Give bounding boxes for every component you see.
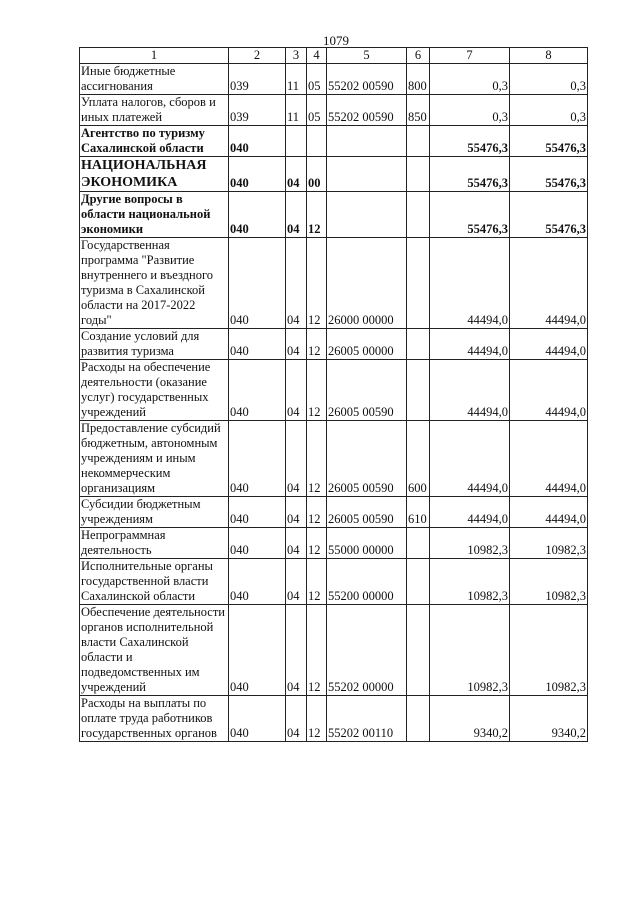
section-code: 11 xyxy=(286,95,307,126)
section-code: 04 xyxy=(286,559,307,605)
subsection-code: 12 xyxy=(307,696,327,742)
section-code: 04 xyxy=(286,329,307,360)
section-code: 11 xyxy=(286,64,307,95)
subsection-code xyxy=(307,126,327,157)
amount-col8: 10982,3 xyxy=(510,559,588,605)
amount-col7: 9340,2 xyxy=(430,696,510,742)
amount-col8: 10982,3 xyxy=(510,528,588,559)
section-code: 04 xyxy=(286,528,307,559)
row-name: Исполнительные органы государственной власти Сахалинской области xyxy=(80,559,229,605)
table-body xyxy=(80,64,588,742)
section-code: 04 xyxy=(286,192,307,238)
amount-col8: 0,3 xyxy=(510,64,588,95)
expense-type-code xyxy=(407,559,430,605)
expense-type-code xyxy=(407,605,430,696)
table-row xyxy=(80,696,588,742)
amount-col7: 10982,3 xyxy=(430,528,510,559)
amount-col8: 9340,2 xyxy=(510,696,588,742)
amount-col8: 55476,3 xyxy=(510,157,588,192)
amount-col7: 44494,0 xyxy=(430,360,510,421)
expense-type-code xyxy=(407,360,430,421)
amount-col7: 10982,3 xyxy=(430,605,510,696)
row-name: Другие вопросы в области национальной экономики xyxy=(80,192,229,238)
ministry-code: 040 xyxy=(229,157,286,192)
section-code: 04 xyxy=(286,497,307,528)
ministry-code: 040 xyxy=(229,559,286,605)
expense-type-code: 600 xyxy=(407,421,430,497)
row-name: Государственная программа "Развитие внутреннего и въездного туризма в Сахалинской области на 2017-2022 годы" xyxy=(80,238,229,329)
table-row xyxy=(80,192,588,238)
subsection-code: 05 xyxy=(307,64,327,95)
table-row xyxy=(80,157,588,192)
ministry-code: 040 xyxy=(229,126,286,157)
page-number: 1079 xyxy=(323,33,349,48)
amount-col7: 55476,3 xyxy=(430,192,510,238)
row-name: Субсидии бюджетным учреждениям xyxy=(80,497,229,528)
target-article-code xyxy=(327,192,407,238)
ministry-code: 040 xyxy=(229,696,286,742)
row-name: Уплата налогов, сборов и иных платежей xyxy=(80,95,229,126)
expense-type-code: 610 xyxy=(407,497,430,528)
amount-col7: 44494,0 xyxy=(430,329,510,360)
target-article-code: 55202 00590 xyxy=(327,64,407,95)
target-article-code xyxy=(327,126,407,157)
row-name: Создание условий для развития туризма xyxy=(80,329,229,360)
table-row xyxy=(80,126,588,157)
table-row xyxy=(80,329,588,360)
ministry-code: 039 xyxy=(229,64,286,95)
row-name: НАЦИОНАЛЬНАЯ ЭКОНОМИКА xyxy=(80,157,229,192)
ministry-code: 040 xyxy=(229,360,286,421)
row-name: Расходы на выплаты по оплате труда работников государственных органов xyxy=(80,696,229,742)
column-header: 1 xyxy=(80,48,229,64)
amount-col8: 44494,0 xyxy=(510,238,588,329)
expense-type-code: 800 xyxy=(407,64,430,95)
target-article-code: 55000 00000 xyxy=(327,528,407,559)
expense-type-code xyxy=(407,329,430,360)
column-header: 6 xyxy=(407,48,430,64)
column-header: 7 xyxy=(430,48,510,64)
column-header: 3 xyxy=(286,48,307,64)
section-code: 04 xyxy=(286,360,307,421)
subsection-code: 12 xyxy=(307,605,327,696)
amount-col8: 10982,3 xyxy=(510,605,588,696)
row-name: Непрограммная деятельность xyxy=(80,528,229,559)
table-row xyxy=(80,528,588,559)
section-code xyxy=(286,126,307,157)
subsection-code: 05 xyxy=(307,95,327,126)
ministry-code: 040 xyxy=(229,238,286,329)
subsection-code: 12 xyxy=(307,497,327,528)
row-name: Иные бюджетные ассигнования xyxy=(80,64,229,95)
amount-col8: 44494,0 xyxy=(510,360,588,421)
subsection-code: 12 xyxy=(307,421,327,497)
budget-table xyxy=(79,47,588,742)
section-code: 04 xyxy=(286,421,307,497)
table-row xyxy=(80,421,588,497)
subsection-code: 00 xyxy=(307,157,327,192)
subsection-code: 12 xyxy=(307,192,327,238)
row-name: Предоставление субсидий бюджетным, автономным учреждениям и иным некоммерческим организациям xyxy=(80,421,229,497)
target-article-code: 26005 00590 xyxy=(327,497,407,528)
amount-col8: 55476,3 xyxy=(510,126,588,157)
target-article-code: 26005 00590 xyxy=(327,421,407,497)
ministry-code: 040 xyxy=(229,528,286,559)
ministry-code: 040 xyxy=(229,192,286,238)
expense-type-code xyxy=(407,696,430,742)
expense-type-code xyxy=(407,157,430,192)
row-name: Агентство по туризму Сахалинской области xyxy=(80,126,229,157)
expense-type-code xyxy=(407,528,430,559)
table-row xyxy=(80,95,588,126)
expense-type-code: 850 xyxy=(407,95,430,126)
amount-col7: 55476,3 xyxy=(430,126,510,157)
amount-col7: 0,3 xyxy=(430,95,510,126)
amount-col7: 44494,0 xyxy=(430,238,510,329)
amount-col7: 10982,3 xyxy=(430,559,510,605)
target-article-code: 55202 00590 xyxy=(327,95,407,126)
expense-type-code xyxy=(407,192,430,238)
ministry-code: 040 xyxy=(229,497,286,528)
section-code: 04 xyxy=(286,696,307,742)
ministry-code: 040 xyxy=(229,421,286,497)
row-name: Расходы на обеспечение деятельности (оказание услуг) государственных учреждений xyxy=(80,360,229,421)
amount-col8: 0,3 xyxy=(510,95,588,126)
subsection-code: 12 xyxy=(307,238,327,329)
section-code: 04 xyxy=(286,605,307,696)
amount-col8: 44494,0 xyxy=(510,329,588,360)
target-article-code: 55202 00110 xyxy=(327,696,407,742)
target-article-code: 55202 00000 xyxy=(327,605,407,696)
table-row xyxy=(80,238,588,329)
amount-col8: 44494,0 xyxy=(510,497,588,528)
ministry-code: 040 xyxy=(229,329,286,360)
column-number-row xyxy=(80,48,588,64)
expense-type-code xyxy=(407,238,430,329)
column-header: 2 xyxy=(229,48,286,64)
subsection-code: 12 xyxy=(307,559,327,605)
amount-col7: 44494,0 xyxy=(430,421,510,497)
subsection-code: 12 xyxy=(307,360,327,421)
target-article-code: 26005 00590 xyxy=(327,360,407,421)
table-row xyxy=(80,360,588,421)
amount-col8: 44494,0 xyxy=(510,421,588,497)
section-code: 04 xyxy=(286,157,307,192)
table-row xyxy=(80,559,588,605)
expense-type-code xyxy=(407,126,430,157)
column-header: 4 xyxy=(307,48,327,64)
subsection-code: 12 xyxy=(307,528,327,559)
amount-col8: 55476,3 xyxy=(510,192,588,238)
target-article-code xyxy=(327,157,407,192)
section-code: 04 xyxy=(286,238,307,329)
ministry-code: 039 xyxy=(229,95,286,126)
row-name: Обеспечение деятельности органов исполнительной власти Сахалинской области и подведомственных им учреждений xyxy=(80,605,229,696)
target-article-code: 55200 00000 xyxy=(327,559,407,605)
amount-col7: 55476,3 xyxy=(430,157,510,192)
table-row xyxy=(80,64,588,95)
table-row xyxy=(80,497,588,528)
ministry-code: 040 xyxy=(229,605,286,696)
target-article-code: 26005 00000 xyxy=(327,329,407,360)
subsection-code: 12 xyxy=(307,329,327,360)
target-article-code: 26000 00000 xyxy=(327,238,407,329)
amount-col7: 44494,0 xyxy=(430,497,510,528)
column-header: 5 xyxy=(327,48,407,64)
column-header: 8 xyxy=(510,48,588,64)
table-row xyxy=(80,605,588,696)
amount-col7: 0,3 xyxy=(430,64,510,95)
